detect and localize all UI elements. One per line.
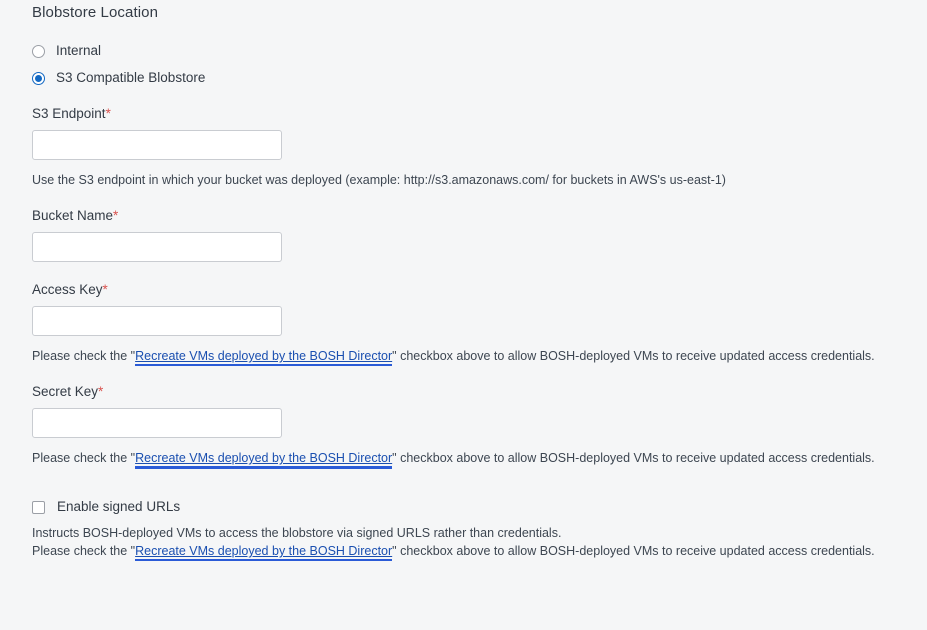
secret-key-required-marker: *: [98, 384, 104, 399]
secret-key-helper-suffix: " checkbox above to allow BOSH-deployed VMs to receive updated access credentials.: [392, 451, 875, 465]
access-key-helper-suffix: " checkbox above to allow BOSH-deployed VMs to receive updated access credentials.: [392, 349, 875, 363]
radio-internal-icon[interactable]: [32, 45, 45, 58]
enable-signed-urls-helper-line2: [32, 543, 895, 559]
enable-signed-urls-helper-line1: Instructs BOSH-deployed VMs to access the blobstore via signed URLS rather than credentials.: [32, 526, 562, 540]
field-s3-endpoint: [32, 106, 895, 188]
field-access-key: [32, 282, 895, 364]
bucket-name-input[interactable]: [32, 232, 282, 262]
access-key-label-text: Access Key: [32, 282, 103, 297]
enable-signed-urls-helper-prefix: Please check the ": [32, 544, 136, 558]
secret-key-input[interactable]: [32, 408, 282, 438]
radio-internal-label: Internal: [56, 43, 102, 58]
radio-option-s3-compatible[interactable]: [32, 70, 895, 86]
s3-endpoint-helper: Use the S3 endpoint in which your bucket was deployed (example: http://s3.amazonaws.com/ for buckets in AWS's us-east-1): [32, 173, 726, 187]
recreate-vms-link-secret-key[interactable]: Recreate VMs deployed by the BOSH Director: [135, 451, 392, 469]
field-secret-key: [32, 384, 895, 466]
radio-option-internal[interactable]: [32, 43, 895, 59]
checkbox-enable-signed-urls-label: Enable signed URLs: [57, 499, 181, 514]
access-key-input[interactable]: [32, 306, 282, 336]
field-bucket-name: [32, 208, 895, 262]
s3-endpoint-required-marker: *: [105, 106, 111, 121]
secret-key-helper-prefix: Please check the ": [32, 451, 136, 465]
recreate-vms-link-signed-urls[interactable]: Recreate VMs deployed by the BOSH Director: [135, 544, 392, 561]
s3-endpoint-label-text: S3 Endpoint: [32, 106, 106, 121]
enable-signed-urls-helper-suffix: " checkbox above to allow BOSH-deployed VMs to receive updated access credentials.: [392, 544, 875, 558]
access-key-required-marker: *: [102, 282, 108, 297]
page-title: Blobstore Location: [32, 4, 159, 21]
radio-s3-compatible-icon[interactable]: [32, 72, 45, 85]
access-key-helper: [32, 348, 895, 364]
checkbox-enable-signed-urls-icon[interactable]: [32, 501, 45, 514]
bucket-name-required-marker: *: [113, 208, 119, 223]
secret-key-label: [32, 384, 895, 399]
secret-key-helper: [32, 450, 895, 466]
checkbox-enable-signed-urls[interactable]: [32, 499, 895, 515]
s3-endpoint-label: [32, 106, 895, 121]
s3-endpoint-input[interactable]: [32, 130, 282, 160]
radio-s3-compatible-label: S3 Compatible Blobstore: [56, 70, 206, 85]
recreate-vms-link-access-key[interactable]: Recreate VMs deployed by the BOSH Director: [135, 349, 392, 366]
bucket-name-label-text: Bucket Name: [32, 208, 114, 223]
access-key-helper-prefix: Please check the ": [32, 349, 136, 363]
secret-key-label-text: Secret Key: [32, 384, 99, 399]
access-key-label: [32, 282, 895, 297]
bucket-name-label: [32, 208, 895, 223]
